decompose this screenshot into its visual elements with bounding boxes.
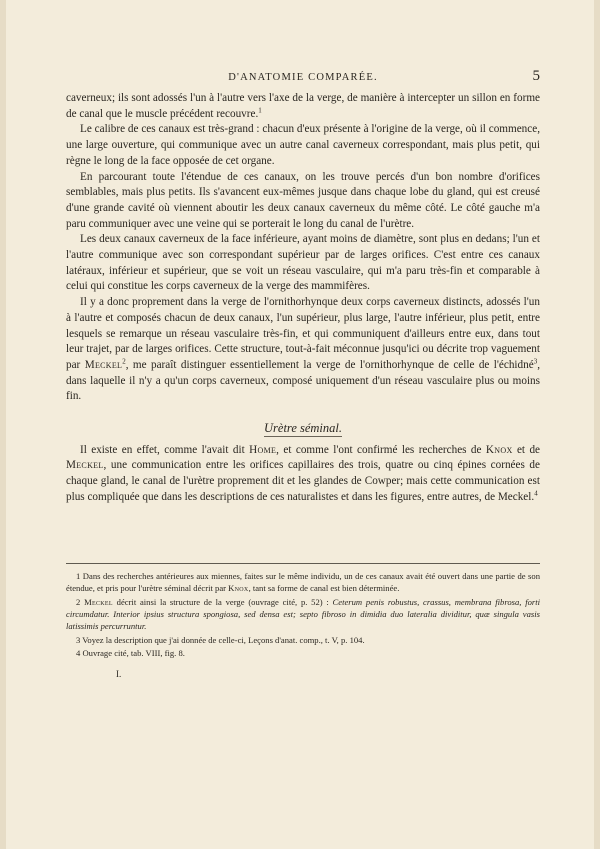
footnote-2-latin-quote: Ceterum penis robustus, crassus, membrana fibrosa, forti circumdatur. Interior ipsius structura spongiosa, sed densa est; septo fibroso in dimidia duo lateralia dividitur, quæ singula vasis latissimis percurruntur. bbox=[66, 596, 541, 631]
paragraph-6-text-b: , et comme l'ont confirmé les recherches de bbox=[276, 443, 482, 456]
paragraph-5-text-c: , dans laquelle il n'y a qu'un corps caverneux, composé uniquement d'un réseau vasculaire plus ou moins fin. bbox=[66, 358, 540, 403]
paragraph-4: Les deux canaux caverneux de la face inférieure, ayant moins de diamètre, sont plus en dedans; l'un et l'autre communique avec son correspondant supérieur par de larges orifices. C'est entre ces canaux latéraux, inférieur et supérieur, que se voit un réseau vasculaire, qui m'a paru très-fin et comparable à celui qui constitue les corps caverneux de la verge des mammifères. bbox=[66, 233, 540, 293]
page-number: 5 bbox=[532, 68, 540, 84]
paragraph-5-text-b: , me paraît distinguer essentiellement la verge de l'ornithorhynque de celle de l'échidné bbox=[125, 358, 534, 371]
footnote-4-text: Ouvrage cité, tab. VIII, fig. 8. bbox=[82, 648, 185, 659]
paragraph-6-text-a: Il existe en effet, comme l'avait dit bbox=[80, 443, 245, 456]
paragraph-6-text-d: , une communication entre les orifices capillaires des trois, quatre ou cinq épines cornées de chaque gland, le canal de l'urètre proprement dit et les glandes de Cowper; mais cette communication est plus compliquée que dans les descriptions de ces naturalistes et dans les figures, entre autres, de Meckel. bbox=[66, 459, 540, 503]
footnote-ref-1: 1 bbox=[258, 105, 262, 114]
footnote-1-number: 1 bbox=[76, 571, 81, 581]
section-title-text: Urètre séminal. bbox=[264, 421, 342, 436]
footnotes bbox=[66, 571, 540, 660]
paragraph-1-text: caverneux; ils sont adossés l'un à l'autre vers l'axe de la verge, de manière à intercepter un sillon en forme de canal que le muscle précédent recouvre. bbox=[66, 92, 540, 120]
paragraph-6-text-c: et de bbox=[516, 443, 541, 456]
paragraph-5-text-a: Il y a donc proprement dans la verge de l'ornithorhynque deux corps caverneux distincts, adossés l'un à l'autre et composés chacun de deux canaux, l'un supérieur, plus large, l'autre inférieur, plus petit, entre lesquels se remarque un réseau vasculaire très-fin, et qui communiquent d'ailleurs entre eux, dans tout leur trajet, par de larges orifices. Cette structure, tout-à-fait méconnue jusqu'ici ou décrite trop vaguement par bbox=[66, 296, 540, 371]
footnote-4-number: 4 bbox=[76, 648, 81, 659]
scan-edge-left bbox=[0, 0, 6, 849]
author-meckel: Meckel bbox=[84, 358, 123, 371]
footnote-2-text: décrit ainsi la structure de la verge (ouvrage cité, p. 52) : bbox=[116, 596, 329, 607]
paragraph-1 bbox=[66, 91, 540, 122]
signature-mark: I. bbox=[116, 669, 122, 679]
footnote-2-author: Meckel bbox=[84, 596, 113, 607]
author-home: Home bbox=[249, 443, 277, 456]
footnote-2 bbox=[66, 597, 540, 633]
scan-edge-right bbox=[594, 0, 600, 849]
author-meckel-2: Meckel bbox=[66, 459, 104, 472]
footnote-1-author: Knox bbox=[228, 582, 249, 593]
page-header bbox=[66, 70, 540, 86]
footnote-ref-3: 3 bbox=[533, 357, 538, 366]
paragraph-6 bbox=[66, 443, 540, 506]
section-title bbox=[66, 421, 540, 437]
footnote-ref-2: 2 bbox=[122, 357, 126, 366]
footnote-1-text-b: , tant sa forme de canal est bien déterminée. bbox=[248, 582, 400, 593]
running-head: D'ANATOMIE COMPARÉE. bbox=[228, 72, 378, 83]
footnote-2-number: 2 bbox=[76, 596, 81, 607]
footnote-3 bbox=[66, 635, 540, 647]
paragraph-2: Le calibre de ces canaux est très-grand : chacun d'eux présente à l'origine de la verge, où il commence, une large ouverture, qui communique avec un autre canal caverneux correspondant, mais plus petit, qui règne le long de la face opposée de cet organe. bbox=[66, 123, 540, 167]
footnote-1 bbox=[66, 571, 540, 595]
paragraph-3: En parcourant toute l'étendue de ces canaux, on les trouve percés d'un bon nombre d'orifices semblables, mais plus petits. Ils s'avancent eux-mêmes jusque dans chaque lobe du gland, qui est creusé d'une grande cavité où viennent aboutir les deux canaux caverneux du même côté. Le côté gauche m'a paru communiquer avec une veine qui se porterait le long du canal de l'urètre. bbox=[66, 170, 540, 230]
footnote-1-text-a: Dans des recherches antérieures aux miennes, faites sur le même individu, un de ces canaux avait été ouvert dans une partie de son étendue, et pris pour l'urètre séminal décrit par bbox=[66, 571, 540, 593]
footnote-rule bbox=[66, 563, 540, 564]
footnote-4 bbox=[66, 648, 540, 660]
paragraph-5 bbox=[66, 295, 540, 405]
footnote-3-number: 3 bbox=[76, 634, 81, 645]
body-text bbox=[66, 91, 540, 506]
footnote-ref-4: 4 bbox=[534, 489, 538, 498]
footnote-3-text: Voyez la description que j'ai donnée de celle-ci, Leçons d'anat. comp., t. V, p. 104. bbox=[82, 634, 365, 645]
author-knox: Knox bbox=[485, 443, 513, 456]
